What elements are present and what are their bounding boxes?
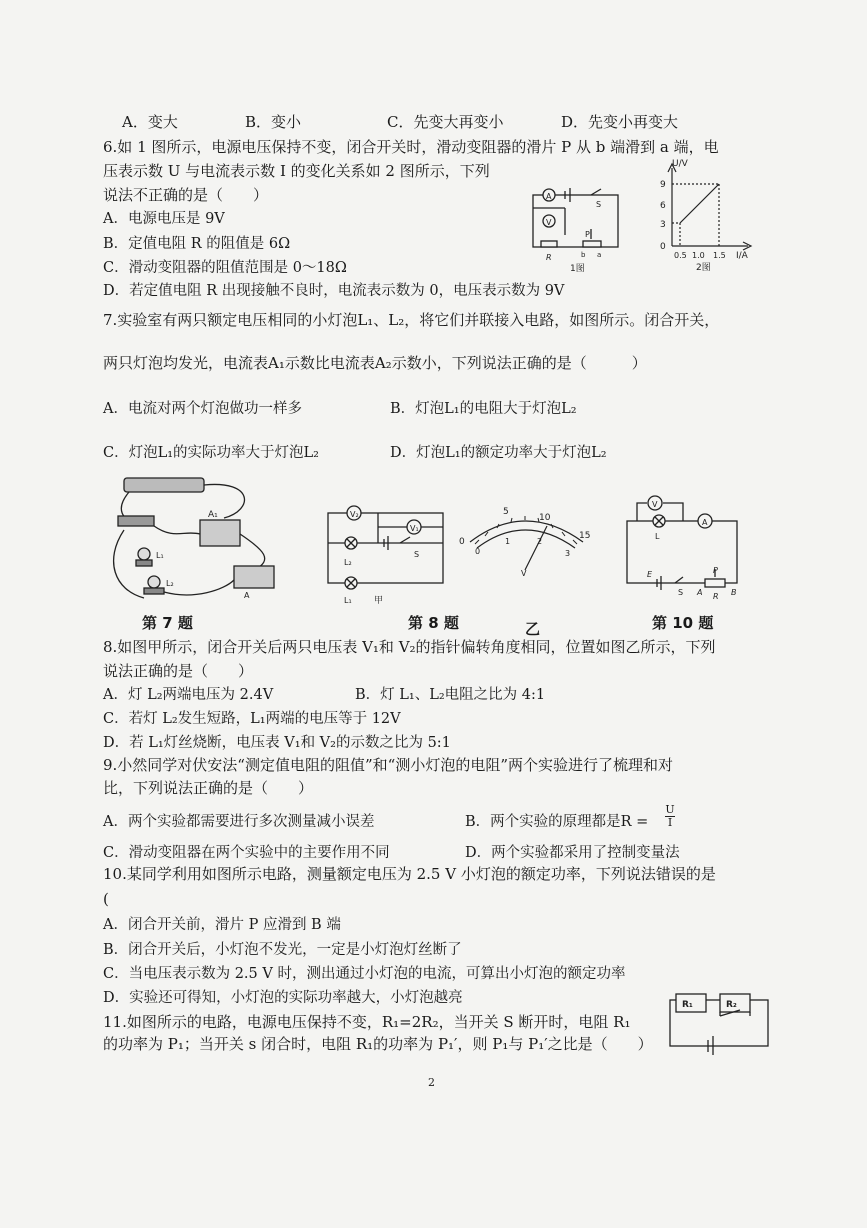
q6-graph-ytick: 9 xyxy=(660,180,666,190)
q5-option-c: C．先变大再变小 xyxy=(387,113,504,131)
q9-formula-fraction: U I xyxy=(665,803,675,829)
svg-text:A: A xyxy=(702,518,708,527)
q10-option-a: A．闭合开关前，滑片 P 应滑到 B 端 xyxy=(103,917,341,933)
q6-graph-xlabel: I/A xyxy=(736,251,748,261)
q7-option-b: B．灯泡L₁的电阻大于灯泡L₂ xyxy=(390,401,577,417)
q6-option-d: D．若定值电阻 R 出现接触不良时，电流表示数为 0，电压表示数为 9V xyxy=(103,283,565,299)
q6-graph-ytick: 3 xyxy=(660,220,666,230)
q8-meter-yi xyxy=(455,500,595,580)
q6-graph-ytick: 6 xyxy=(660,201,666,211)
q6-stem-line3: 说法不正确的是（ ） xyxy=(103,186,269,204)
svg-text:S: S xyxy=(596,200,602,209)
q6-ui-graph xyxy=(638,158,758,273)
q7-stem-line1: 7.实验室有两只额定电压相同的小灯泡L₁、L₂，将它们并联接入电路，如图所示。闭合开关， xyxy=(103,311,720,329)
caption-q8: 第 8 题 xyxy=(408,614,459,632)
svg-text:A: A xyxy=(697,588,703,597)
caption-q10: 第 10 题 xyxy=(652,614,714,632)
q10-stem-line1: 10.某同学利用如图所示电路，测量额定电压为 2.5 V 小灯泡的额定功率，下列说法错误的是 xyxy=(103,865,716,883)
q9-option-d: D．两个实验都采用了控制变量法 xyxy=(465,845,680,861)
svg-text:L₁: L₁ xyxy=(344,596,352,605)
svg-text:V₂: V₂ xyxy=(350,510,359,519)
q9-option-b: B．两个实验的原理都是R = xyxy=(465,814,649,830)
q6-graph-xtick: 1.0 xyxy=(692,251,705,260)
svg-text:V: V xyxy=(521,569,527,578)
svg-text:b: b xyxy=(581,251,586,259)
q11-circuit-diagram xyxy=(660,990,775,1055)
svg-text:R: R xyxy=(546,253,552,262)
svg-text:E: E xyxy=(647,570,653,579)
q8-stem-line1: 8.如图甲所示，闭合开关后两只电压表 V₁和 V₂的指针偏转角度相同，位置如图乙所示，下列 xyxy=(103,638,716,656)
svg-text:R₁: R₁ xyxy=(682,1000,693,1010)
q8-option-b: B．灯 L₁、L₂电阻之比为 4:1 xyxy=(355,687,546,703)
svg-text:V: V xyxy=(546,218,552,227)
svg-text:15: 15 xyxy=(579,531,591,541)
svg-text:3: 3 xyxy=(565,549,571,558)
q8-stem-line2: 说法正确的是（ ） xyxy=(103,662,254,680)
q7-option-a: A．电流对两个灯泡做功一样多 xyxy=(103,401,302,417)
q5-option-b: B．变小 xyxy=(245,113,302,131)
svg-text:A: A xyxy=(546,192,552,201)
svg-text:R₂: R₂ xyxy=(726,1000,737,1010)
q11-stem-line1: 11.如图所示的电路，电源电压保持不变，R₁=2R₂，当开关 S 断开时，电阻 R₁ xyxy=(103,1013,631,1031)
q6-fig2-label: 2图 xyxy=(696,263,711,273)
q6-graph-xtick: 1.5 xyxy=(713,251,726,260)
svg-text:R: R xyxy=(713,592,719,601)
svg-text:1: 1 xyxy=(505,537,511,546)
q5-option-a: A．变大 xyxy=(122,113,178,131)
q10-circuit-diagram xyxy=(617,485,747,610)
q7-stem-line2: 两只灯泡均发光，电流表A₁示数比电流表A₂示数小，下列说法正确的是（ ） xyxy=(103,354,647,372)
q7-apparatus-drawing xyxy=(104,470,294,610)
q8-option-c: C．若灯 L₂发生短路，L₁两端的电压等于 12V xyxy=(103,711,401,727)
q5-option-d: D．先变小再变大 xyxy=(561,113,679,131)
q6-graph-ylabel: U/V xyxy=(672,159,688,169)
svg-text:0: 0 xyxy=(459,537,465,547)
svg-text:L₁: L₁ xyxy=(156,551,164,560)
svg-text:A: A xyxy=(244,591,250,600)
q9-stem-line1: 9.小然同学对伏安法“测定值电阻的阻值”和“测小灯泡的电阻”两个实验进行了梳理和对 xyxy=(103,756,673,774)
svg-text:a: a xyxy=(597,251,602,259)
q6-option-b: B．定值电阻 R 的阻值是 6Ω xyxy=(103,236,291,252)
q8-option-d: D．若 L₁灯丝烧断，电压表 V₁和 V₂的示数之比为 5:1 xyxy=(103,735,451,751)
svg-text:V: V xyxy=(652,500,658,509)
svg-text:L₂: L₂ xyxy=(344,558,352,567)
q6-stem-line1: 6.如 1 图所示，电源电压保持不变，闭合开关时，滑动变阻器的滑片 P 从 b 端滑到 a 端，电 xyxy=(103,138,719,156)
q7-option-d: D．灯泡L₁的额定功率大于灯泡L₂ xyxy=(390,445,607,461)
svg-text:0: 0 xyxy=(475,547,481,556)
q7-option-c: C．灯泡L₁的实际功率大于灯泡L₂ xyxy=(103,445,319,461)
svg-text:P: P xyxy=(713,566,718,575)
svg-text:S: S xyxy=(414,550,420,559)
q6-graph-xtick: 0.5 xyxy=(674,251,687,260)
svg-text:A₁: A₁ xyxy=(208,510,218,520)
q11-stem-line2: 的功率为 P₁；当开关 s 闭合时，电阻 R₁的功率为 P₁′，则 P₁与 P₁′之比是（ ） xyxy=(103,1035,653,1053)
q8-option-a: A．灯 L₂两端电压为 2.4V xyxy=(103,687,274,703)
q9-option-c: C．滑动变阻器在两个实验中的主要作用不同 xyxy=(103,845,390,861)
svg-text:2: 2 xyxy=(537,537,543,546)
svg-text:V₁: V₁ xyxy=(410,524,419,533)
svg-text:10: 10 xyxy=(539,513,551,523)
svg-text:L: L xyxy=(655,532,660,541)
q9-option-a: A．两个实验都需要进行多次测量减小误差 xyxy=(103,814,375,830)
q8-circuit-jia xyxy=(318,495,453,610)
q6-stem-line2: 压表示数 U 与电流表示数 I 的变化关系如 2 图所示，下列 xyxy=(103,162,490,180)
q9-stem-line2: 比，下列说法正确的是（ ） xyxy=(103,779,314,797)
caption-yi: 乙 xyxy=(525,620,541,638)
svg-text:L₂: L₂ xyxy=(166,579,174,588)
q10-option-b: B．闭合开关后，小灯泡不发光，一定是小灯泡灯丝断了 xyxy=(103,942,462,958)
svg-text:B: B xyxy=(731,588,737,597)
q6-option-a: A．电源电压是 9V xyxy=(103,211,225,227)
caption-q7: 第 7 题 xyxy=(142,614,193,632)
q6-option-c: C．滑动变阻器的阻值范围是 0～18Ω xyxy=(103,260,347,276)
svg-text:5: 5 xyxy=(503,507,509,517)
q10-option-d: D．实验还可得知，小灯泡的实际功率越大，小灯泡越亮 xyxy=(103,990,463,1006)
q6-circuit-diagram xyxy=(525,185,625,275)
q10-option-c: C．当电压表示数为 2.5 V 时，测出通过小灯泡的电流，可算出小灯泡的额定功率 xyxy=(103,966,626,982)
svg-text:S: S xyxy=(678,588,684,597)
q6-graph-ytick: 0 xyxy=(660,242,666,252)
svg-text:P: P xyxy=(585,230,590,239)
q10-stem-line2: ( xyxy=(103,890,109,908)
q6-fig1-label: 1图 xyxy=(570,264,585,274)
page-number: 2 xyxy=(428,1076,435,1089)
q8-jia-label: 甲 xyxy=(374,596,384,606)
